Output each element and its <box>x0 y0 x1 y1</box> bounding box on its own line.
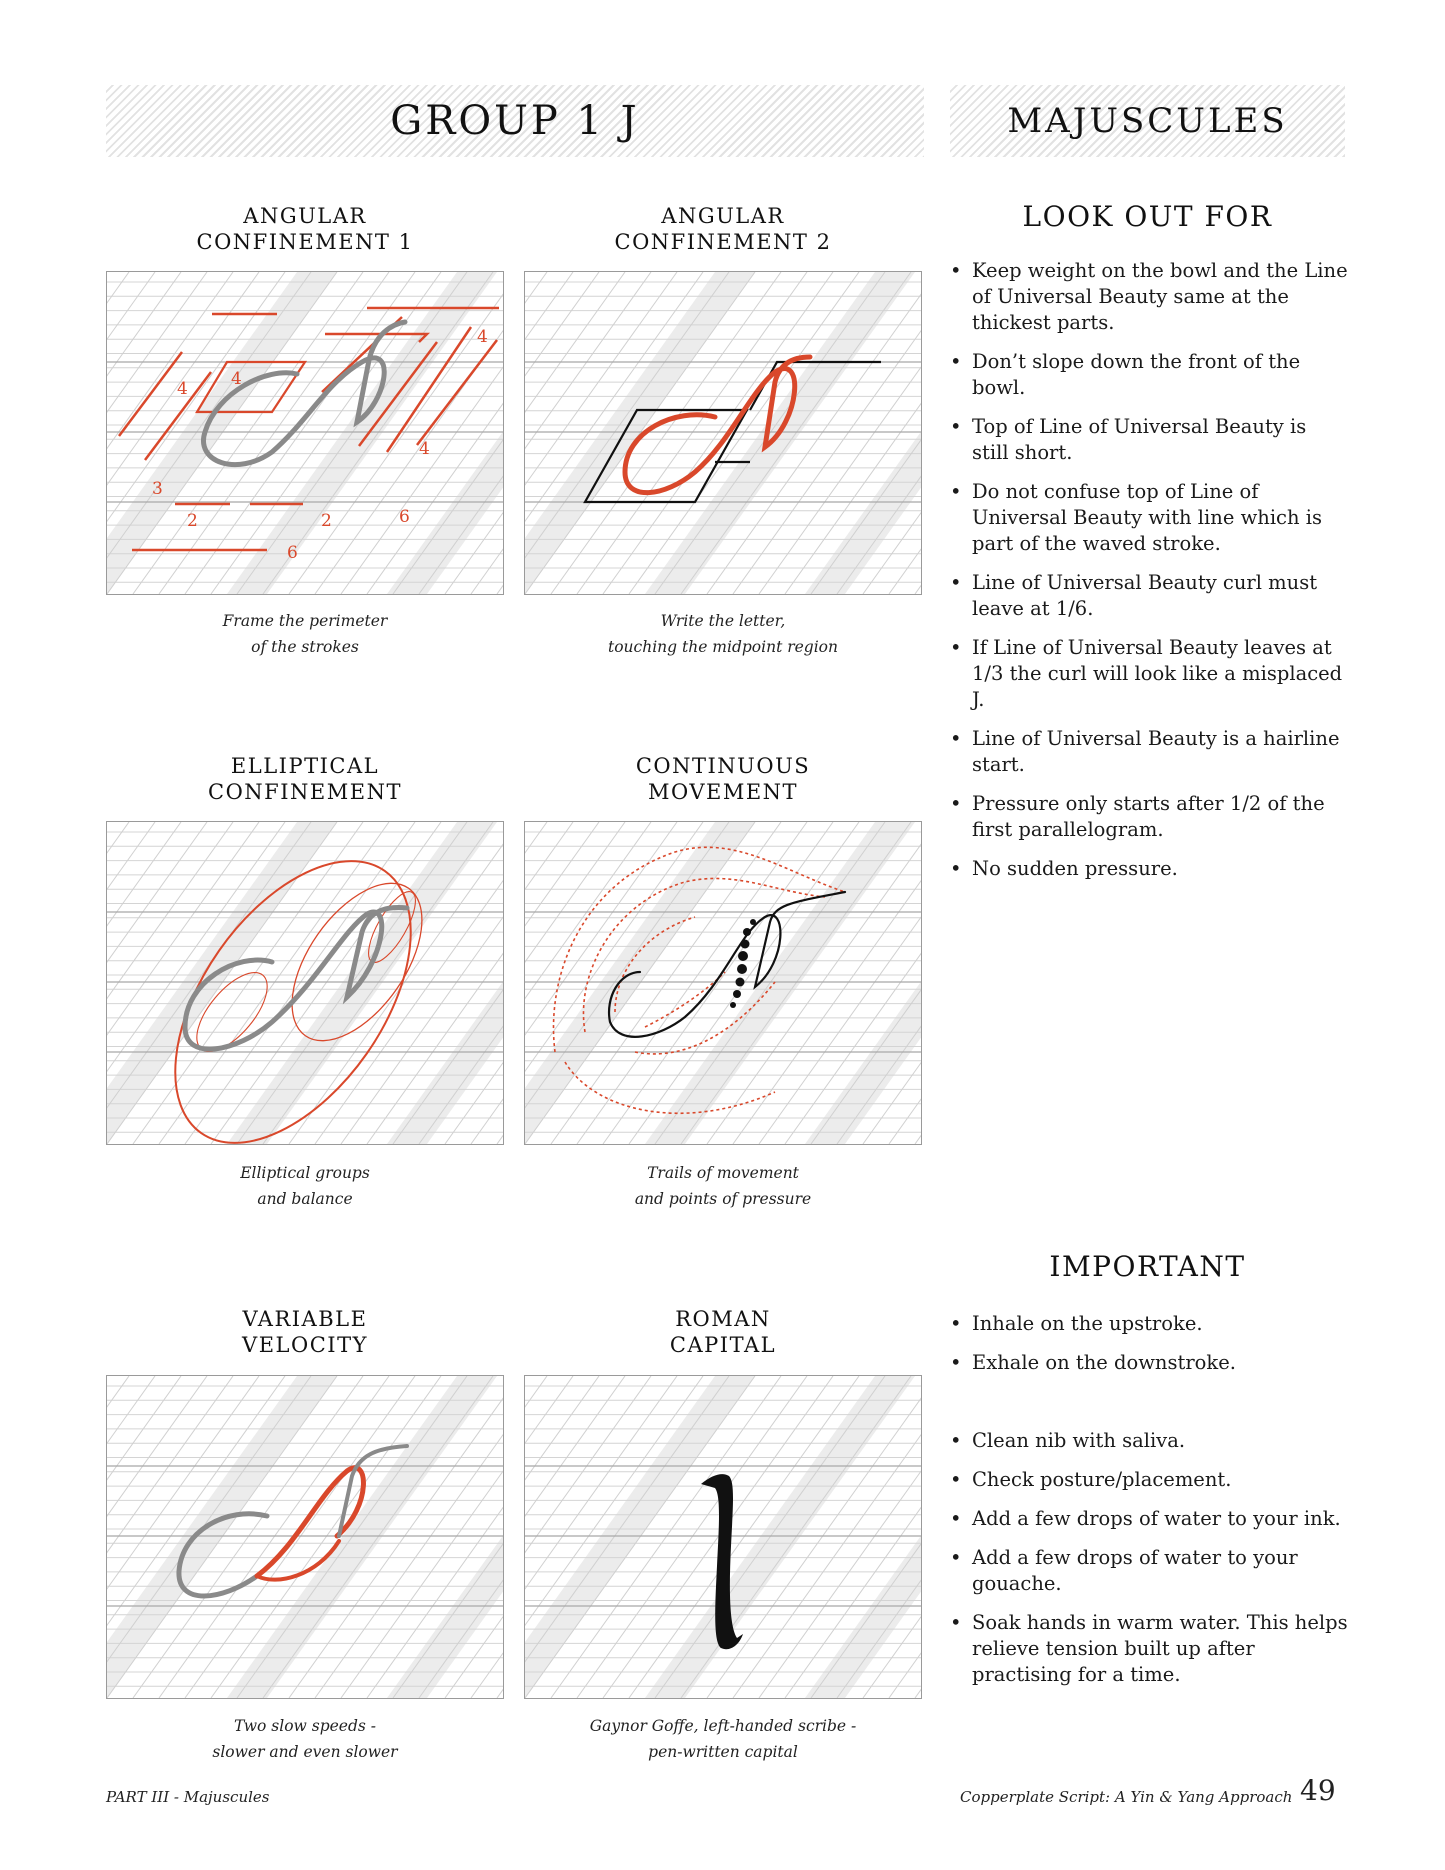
letter-illustration <box>525 822 921 1144</box>
letter-illustration <box>107 1376 503 1698</box>
measure-label: 4 <box>177 379 188 399</box>
bullet-item: • Check posture/placement. <box>948 1467 1348 1493</box>
bullet-item: • Add a few drops of water to your ink. <box>948 1506 1348 1532</box>
measure-label: 2 <box>187 511 198 531</box>
panel-angular-confinement-2 <box>524 271 922 595</box>
panel-title-angular-2: ANGULAR CONFINEMENT 2 <box>614 204 832 254</box>
look-out-for-heading: LOOK OUT FOR <box>1022 200 1273 233</box>
caption-angular-2: Write the letter, touching the midpoint region <box>607 612 838 656</box>
section-title: MAJUSCULES <box>1007 101 1288 141</box>
bullet-item: • If Line of Universal Beauty leaves at 1/3 the curl will look like a misplaced J. <box>948 635 1348 713</box>
panel-roman-capital <box>524 1375 922 1699</box>
bullet-item: • Inhale on the upstroke. <box>948 1311 1348 1337</box>
breathing-list <box>948 1311 1348 1389</box>
important-heading: IMPORTANT <box>1049 1250 1246 1283</box>
footer-book-title: Copperplate Script: A Yin & Yang Approach <box>960 1788 1293 1806</box>
measure-label: 6 <box>399 507 410 527</box>
care-list <box>948 1428 1348 1701</box>
page-title: GROUP 1 J <box>390 98 640 144</box>
bullet-item: • Add a few drops of water to your gouache. <box>948 1545 1348 1597</box>
panel-title-variable: VARIABLE VELOCITY <box>242 1307 368 1357</box>
caption-variable: Two slow speeds - slower and even slower <box>212 1717 398 1761</box>
panel-angular-confinement-1 <box>106 271 504 595</box>
page-number: 49 <box>1300 1774 1336 1807</box>
bullet-item: • No sudden pressure. <box>948 856 1348 882</box>
bullet-item: • Line of Universal Beauty curl must leave at 1/6. <box>948 570 1348 622</box>
panel-title-continuous: CONTINUOUS MOVEMENT <box>635 754 811 804</box>
panel-continuous-movement <box>524 821 922 1145</box>
measure-label: 4 <box>477 327 488 347</box>
panel-title-elliptical: ELLIPTICAL CONFINEMENT <box>208 754 402 804</box>
panel-variable-velocity <box>106 1375 504 1699</box>
measure-label: 4 <box>419 439 430 459</box>
bullet-item: • Soak hands in warm water. This helps relieve tension built up after practising for a time. <box>948 1610 1348 1688</box>
letter-illustration <box>525 1376 921 1698</box>
caption-angular-1: Frame the perimeter of the strokes <box>222 612 388 656</box>
bullet-item: • Don’t slope down the front of the bowl. <box>948 349 1348 401</box>
look-out-for-list <box>948 258 1348 895</box>
bullet-item: • Exhale on the downstroke. <box>948 1350 1348 1376</box>
letter-illustration <box>107 272 503 594</box>
bullet-item: • Line of Universal Beauty is a hairline start. <box>948 726 1348 778</box>
measure-label: 3 <box>152 479 163 499</box>
measure-label: 6 <box>287 543 298 563</box>
group-title-banner <box>106 85 924 157</box>
bullet-item: • Pressure only starts after 1/2 of the first parallelogram. <box>948 791 1348 843</box>
letter-illustration <box>107 822 503 1144</box>
panel-elliptical-confinement <box>106 821 504 1145</box>
section-title-banner <box>950 85 1345 157</box>
measure-label: 2 <box>321 511 332 531</box>
caption-roman: Gaynor Goffe, left-handed scribe - pen-written capital <box>589 1717 857 1761</box>
caption-elliptical: Elliptical groups and balance <box>240 1164 370 1208</box>
panel-title-roman: ROMAN CAPITAL <box>669 1307 777 1357</box>
letter-illustration <box>525 272 921 594</box>
bullet-item: • Top of Line of Universal Beauty is still short. <box>948 414 1348 466</box>
panel-title-angular-1: ANGULAR CONFINEMENT 1 <box>196 204 414 254</box>
bullet-item: • Keep weight on the bowl and the Line of Universal Beauty same at the thickest parts. <box>948 258 1348 336</box>
measure-label: 4 <box>231 369 242 389</box>
caption-continuous: Trails of movement and points of pressure <box>634 1164 812 1208</box>
bullet-item: • Do not confuse top of Line of Universal Beauty with line which is part of the waved stroke. <box>948 479 1348 557</box>
footer-part-label: PART III - Majuscules <box>106 1788 270 1806</box>
bullet-item: • Clean nib with saliva. <box>948 1428 1348 1454</box>
